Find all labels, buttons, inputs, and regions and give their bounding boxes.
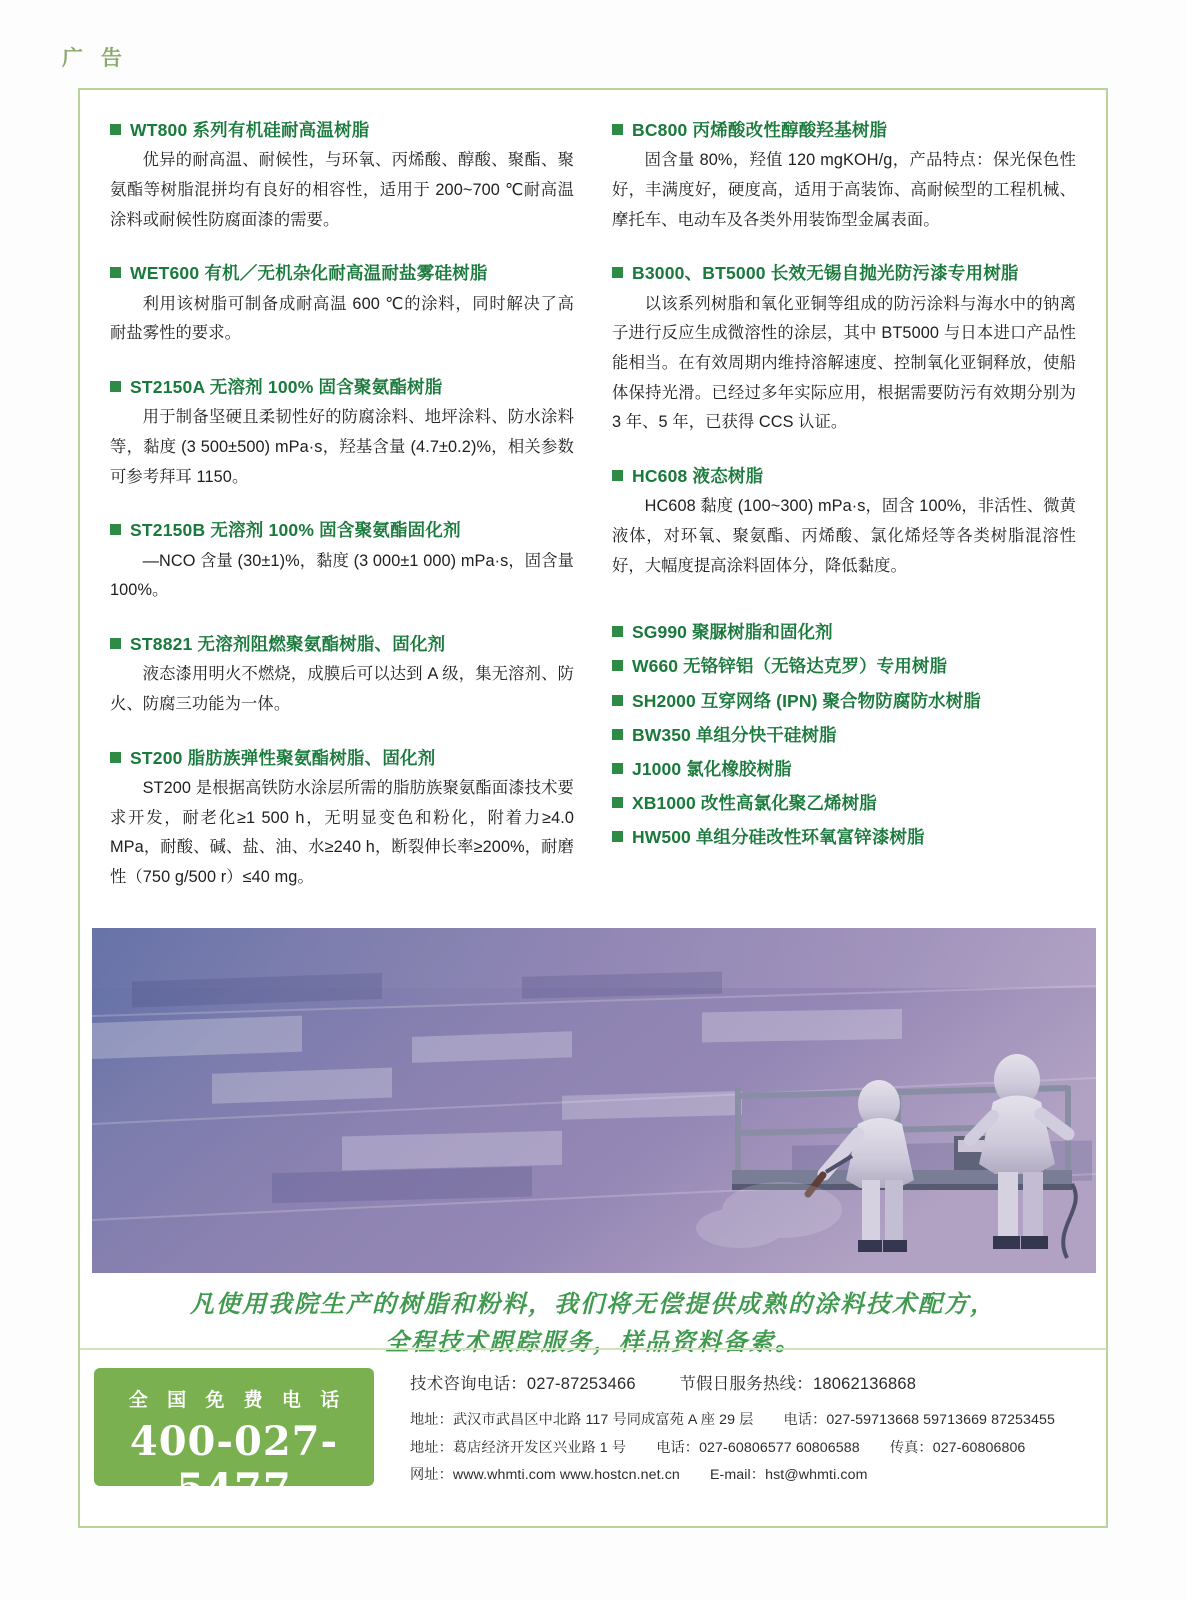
toll-free-hotline-box: [94, 1368, 374, 1512]
product-title-text: ST8821 无溶剂阻燃聚氨酯树脂、固化剂: [130, 634, 446, 655]
product-title: [110, 746, 574, 771]
bullet-square-icon: [612, 695, 623, 706]
product-columns: [80, 90, 1106, 893]
advertisement-tag: 广 告: [62, 47, 128, 70]
product-description: 液态漆用明火不燃烧，成膜后可以达到 A 级，集无溶剂、防火、防腐三功能为一体。: [110, 665, 574, 714]
product-entry: [612, 118, 1076, 235]
list-item: [612, 615, 1076, 649]
product-entry: [612, 261, 1076, 438]
list-item-label: W660 无铬锌铝（无铬达克罗）专用树脂: [632, 656, 948, 677]
ad-frame: [78, 88, 1108, 1528]
product-title: [110, 375, 574, 400]
contact-block: [410, 1370, 1082, 1490]
list-item-label: XB1000 改性高氯化聚乙烯树脂: [632, 792, 877, 813]
address-line-1: [410, 1407, 1082, 1435]
hotline-number: 400-027-5477: [129, 1418, 339, 1512]
product-entry: [110, 746, 574, 893]
product-description: HC608 黏度 (100~300) mPa·s，固含 100%，非活性、微黄液体，对环氧、聚氨酯、丙烯酸、氯化烯烃等各类树脂混溶性好，大幅度提高涂料固体分，降低黏度。: [612, 497, 1077, 575]
list-item-label: SH2000 互穿网络 (IPN) 聚合物防腐防水树脂: [632, 690, 981, 711]
product-title: [110, 518, 574, 543]
product-entry: [110, 632, 574, 720]
product-title-text: B3000、BT5000 长效无锡自抛光防污漆专用树脂: [632, 263, 1019, 284]
product-description: 固含量 80%，羟值 120 mgKOH/g，产品特点：保光保色性好，丰满度好，硬度高，适用于高装饰、高耐候型的工程机械、摩托车、电动车及各类外用装饰型金属表面。: [612, 151, 1076, 229]
address-2: 地址：葛店经济开发区兴业路 1 号: [410, 1439, 627, 1456]
slogan-line-2: 全程技术跟踪服务，样品资料备索。: [385, 1327, 801, 1357]
bullet-square-icon: [612, 660, 623, 671]
product-title-text: HC608 液态树脂: [632, 466, 764, 486]
product-title: [612, 118, 1076, 143]
product-description: 以该系列树脂和氧化亚铜等组成的防污涂料与海水中的钠离子进行反应生成微溶性的涂层，其中 BT5000 与日本进口产品性能相当。在有效周期内维持溶解速度、控制氧化亚铜释放，使船体保持光滑。已经过多年实际应用，根据需要防污有效期分别为 3 年、5 年，已获得 CCS 认证。: [612, 294, 1076, 432]
product-title-text: BC800 丙烯酸改性醇酸羟基树脂: [632, 120, 888, 140]
product-title: [110, 261, 574, 286]
product-entry: [612, 464, 1076, 581]
bullet-square-icon: [110, 524, 121, 535]
product-description: 优异的耐高温、耐候性，与环氧、丙烯酸、醇酸、聚酯、聚氨酯等树脂混拼均有良好的相容性，适用于 200~700 ℃耐高温涂料或耐候性防腐面漆的需要。: [110, 151, 574, 229]
product-title: [612, 464, 1076, 489]
consult-phone: 技术咨询电话：027-87253466: [410, 1375, 636, 1393]
list-item: [612, 752, 1076, 786]
product-title: [110, 118, 574, 143]
product-name-list: [612, 615, 1076, 854]
bullet-square-icon: [612, 124, 623, 135]
list-item-label: HW500 单组分硅改性环氧富锌漆树脂: [632, 827, 925, 848]
product-title: [110, 632, 574, 657]
right-column: [612, 118, 1076, 893]
product-description: —NCO 含量 (30±1)%，黏度 (3 000±1 000) mPa·s，固含量 100%。: [110, 551, 574, 600]
bullet-square-icon: [110, 752, 121, 763]
bullet-square-icon: [110, 267, 121, 278]
website[interactable]: 网址：www.whmti.com www.hostcn.net.cn: [410, 1467, 680, 1484]
contact-top-row: [410, 1370, 1082, 1394]
product-entry: [110, 261, 574, 349]
bullet-square-icon: [110, 124, 121, 135]
bullet-square-icon: [612, 470, 623, 481]
address-1-phone: 电话：027-59713668 59713669 87253455: [783, 1412, 1056, 1428]
list-item: [612, 786, 1076, 820]
bullet-square-icon: [612, 831, 623, 842]
list-item-label: J1000 氯化橡胶树脂: [632, 758, 792, 779]
address-2-phone: 电话：027-60806577 60806588: [656, 1439, 860, 1456]
product-title: [612, 261, 1076, 286]
list-item: [612, 649, 1076, 683]
web-line: [410, 1462, 1082, 1490]
address-line-2: [410, 1435, 1082, 1463]
holiday-hotline: 节假日服务热线：18062136868: [679, 1375, 917, 1393]
list-item: [612, 684, 1076, 718]
bullet-square-icon: [612, 797, 623, 808]
product-entry: [110, 518, 574, 606]
product-title-text: WET600 有机／无机杂化耐高温耐盐雾硅树脂: [130, 263, 488, 284]
product-title-text: WT800 系列有机硅耐高温树脂: [130, 120, 370, 140]
list-item-label: SG990 聚脲树脂和固化剂: [632, 622, 833, 643]
bullet-square-icon: [110, 638, 121, 649]
product-description: 利用该树脂可制备成耐高温 600 ℃的涂料，同时解决了高耐盐雾性的要求。: [110, 294, 574, 343]
address-1: 地址：武汉市武昌区中北路 117 号同成富苑 A 座 29 层: [410, 1412, 754, 1428]
product-description: 用于制备坚硬且柔韧性好的防腐涂料、地坪涂料、防水涂料等，黏度 (3 500±500) mPa·s，羟基含量 (4.7±0.2)%，相关参数可参考拜耳 1150。: [110, 408, 574, 486]
product-title-text: ST200 脂肪族弹性聚氨酯树脂、固化剂: [130, 747, 436, 768]
list-item: [612, 820, 1076, 854]
email[interactable]: E-mail：hst@whmti.com: [709, 1467, 868, 1484]
footer: [80, 1348, 1106, 1526]
product-description: ST200 是根据高铁防水涂层所需的脂肪族聚氨酯面漆技术要求开发，耐老化≥1 500 h，无明显变色和粉化，附着力≥4.0 MPa，耐酸、碱、盐、油、水≥240 h，断裂伸长率≥200%，耐磨性（750 g/500 r）≤40 mg。: [110, 779, 574, 887]
list-item-label: BW350 单组分快干硅树脂: [632, 724, 837, 745]
address-2-fax: 传真：027-60806806: [889, 1439, 1026, 1456]
slogan-line-1: 凡使用我院生产的树脂和粉料，我们将无偿提供成熟的涂料技术配方，: [190, 1289, 996, 1318]
list-item: [612, 718, 1076, 752]
product-title-text: ST2150B 无溶剂 100% 固含聚氨酯固化剂: [130, 520, 461, 541]
bullet-square-icon: [612, 267, 623, 278]
hotline-label: 全 国 免 费 电 话: [128, 1390, 347, 1411]
ship-painting-photo: [92, 928, 1096, 1273]
product-entry: [110, 118, 574, 235]
product-title-text: ST2150A 无溶剂 100% 固含聚氨酯树脂: [130, 377, 443, 398]
bullet-square-icon: [612, 729, 623, 740]
bullet-square-icon: [612, 763, 623, 774]
product-entry: [110, 375, 574, 492]
left-column: [110, 118, 574, 893]
bullet-square-icon: [110, 381, 121, 392]
bullet-square-icon: [612, 626, 623, 637]
